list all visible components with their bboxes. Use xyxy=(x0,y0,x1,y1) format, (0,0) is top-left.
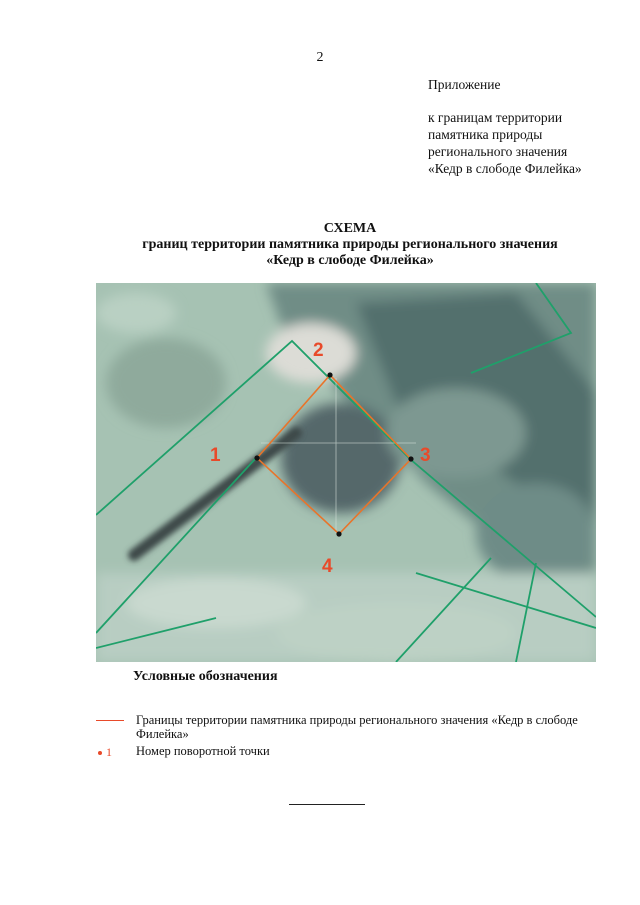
point-label-1: 1 xyxy=(210,445,221,466)
point-symbol xyxy=(98,745,112,759)
turning-point-4 xyxy=(336,531,341,536)
appendix-line: к границам территории xyxy=(428,110,563,125)
page-number: 2 xyxy=(316,50,324,65)
turning-point-2 xyxy=(327,372,332,377)
point-label-4: 4 xyxy=(322,556,333,577)
satellite-map-svg xyxy=(96,283,596,662)
point-symbol-number: 1 xyxy=(106,745,112,759)
scheme-map xyxy=(96,283,596,662)
heading-line: границ территории памятника природы регионального значения xyxy=(142,237,558,252)
legend-boundary-text: Границы территории памятника природы регионального значения «Кедр в слободе Филейка» xyxy=(136,713,578,741)
heading-title: СХЕМА xyxy=(323,221,377,236)
point-label-2: 2 xyxy=(313,340,324,361)
appendix-title: Приложение xyxy=(428,77,501,92)
turning-point-1 xyxy=(254,455,259,460)
appendix-block xyxy=(428,76,628,177)
appendix-line: регионального значения xyxy=(428,144,568,159)
heading-line: «Кедр в слободе Филейка» xyxy=(266,253,434,268)
appendix-line: «Кедр в слободе Филейка» xyxy=(428,161,582,176)
point-label-3: 3 xyxy=(420,445,431,466)
document-heading xyxy=(60,221,640,269)
end-separator xyxy=(289,804,365,805)
appendix-line: памятника природы xyxy=(428,127,543,142)
boundary-line-symbol xyxy=(96,720,124,721)
turning-point-3 xyxy=(408,456,413,461)
dot-icon xyxy=(98,751,102,755)
legend-heading: Условные обозначения xyxy=(133,669,278,684)
legend-point-text: Номер поворотной точки xyxy=(136,744,270,758)
